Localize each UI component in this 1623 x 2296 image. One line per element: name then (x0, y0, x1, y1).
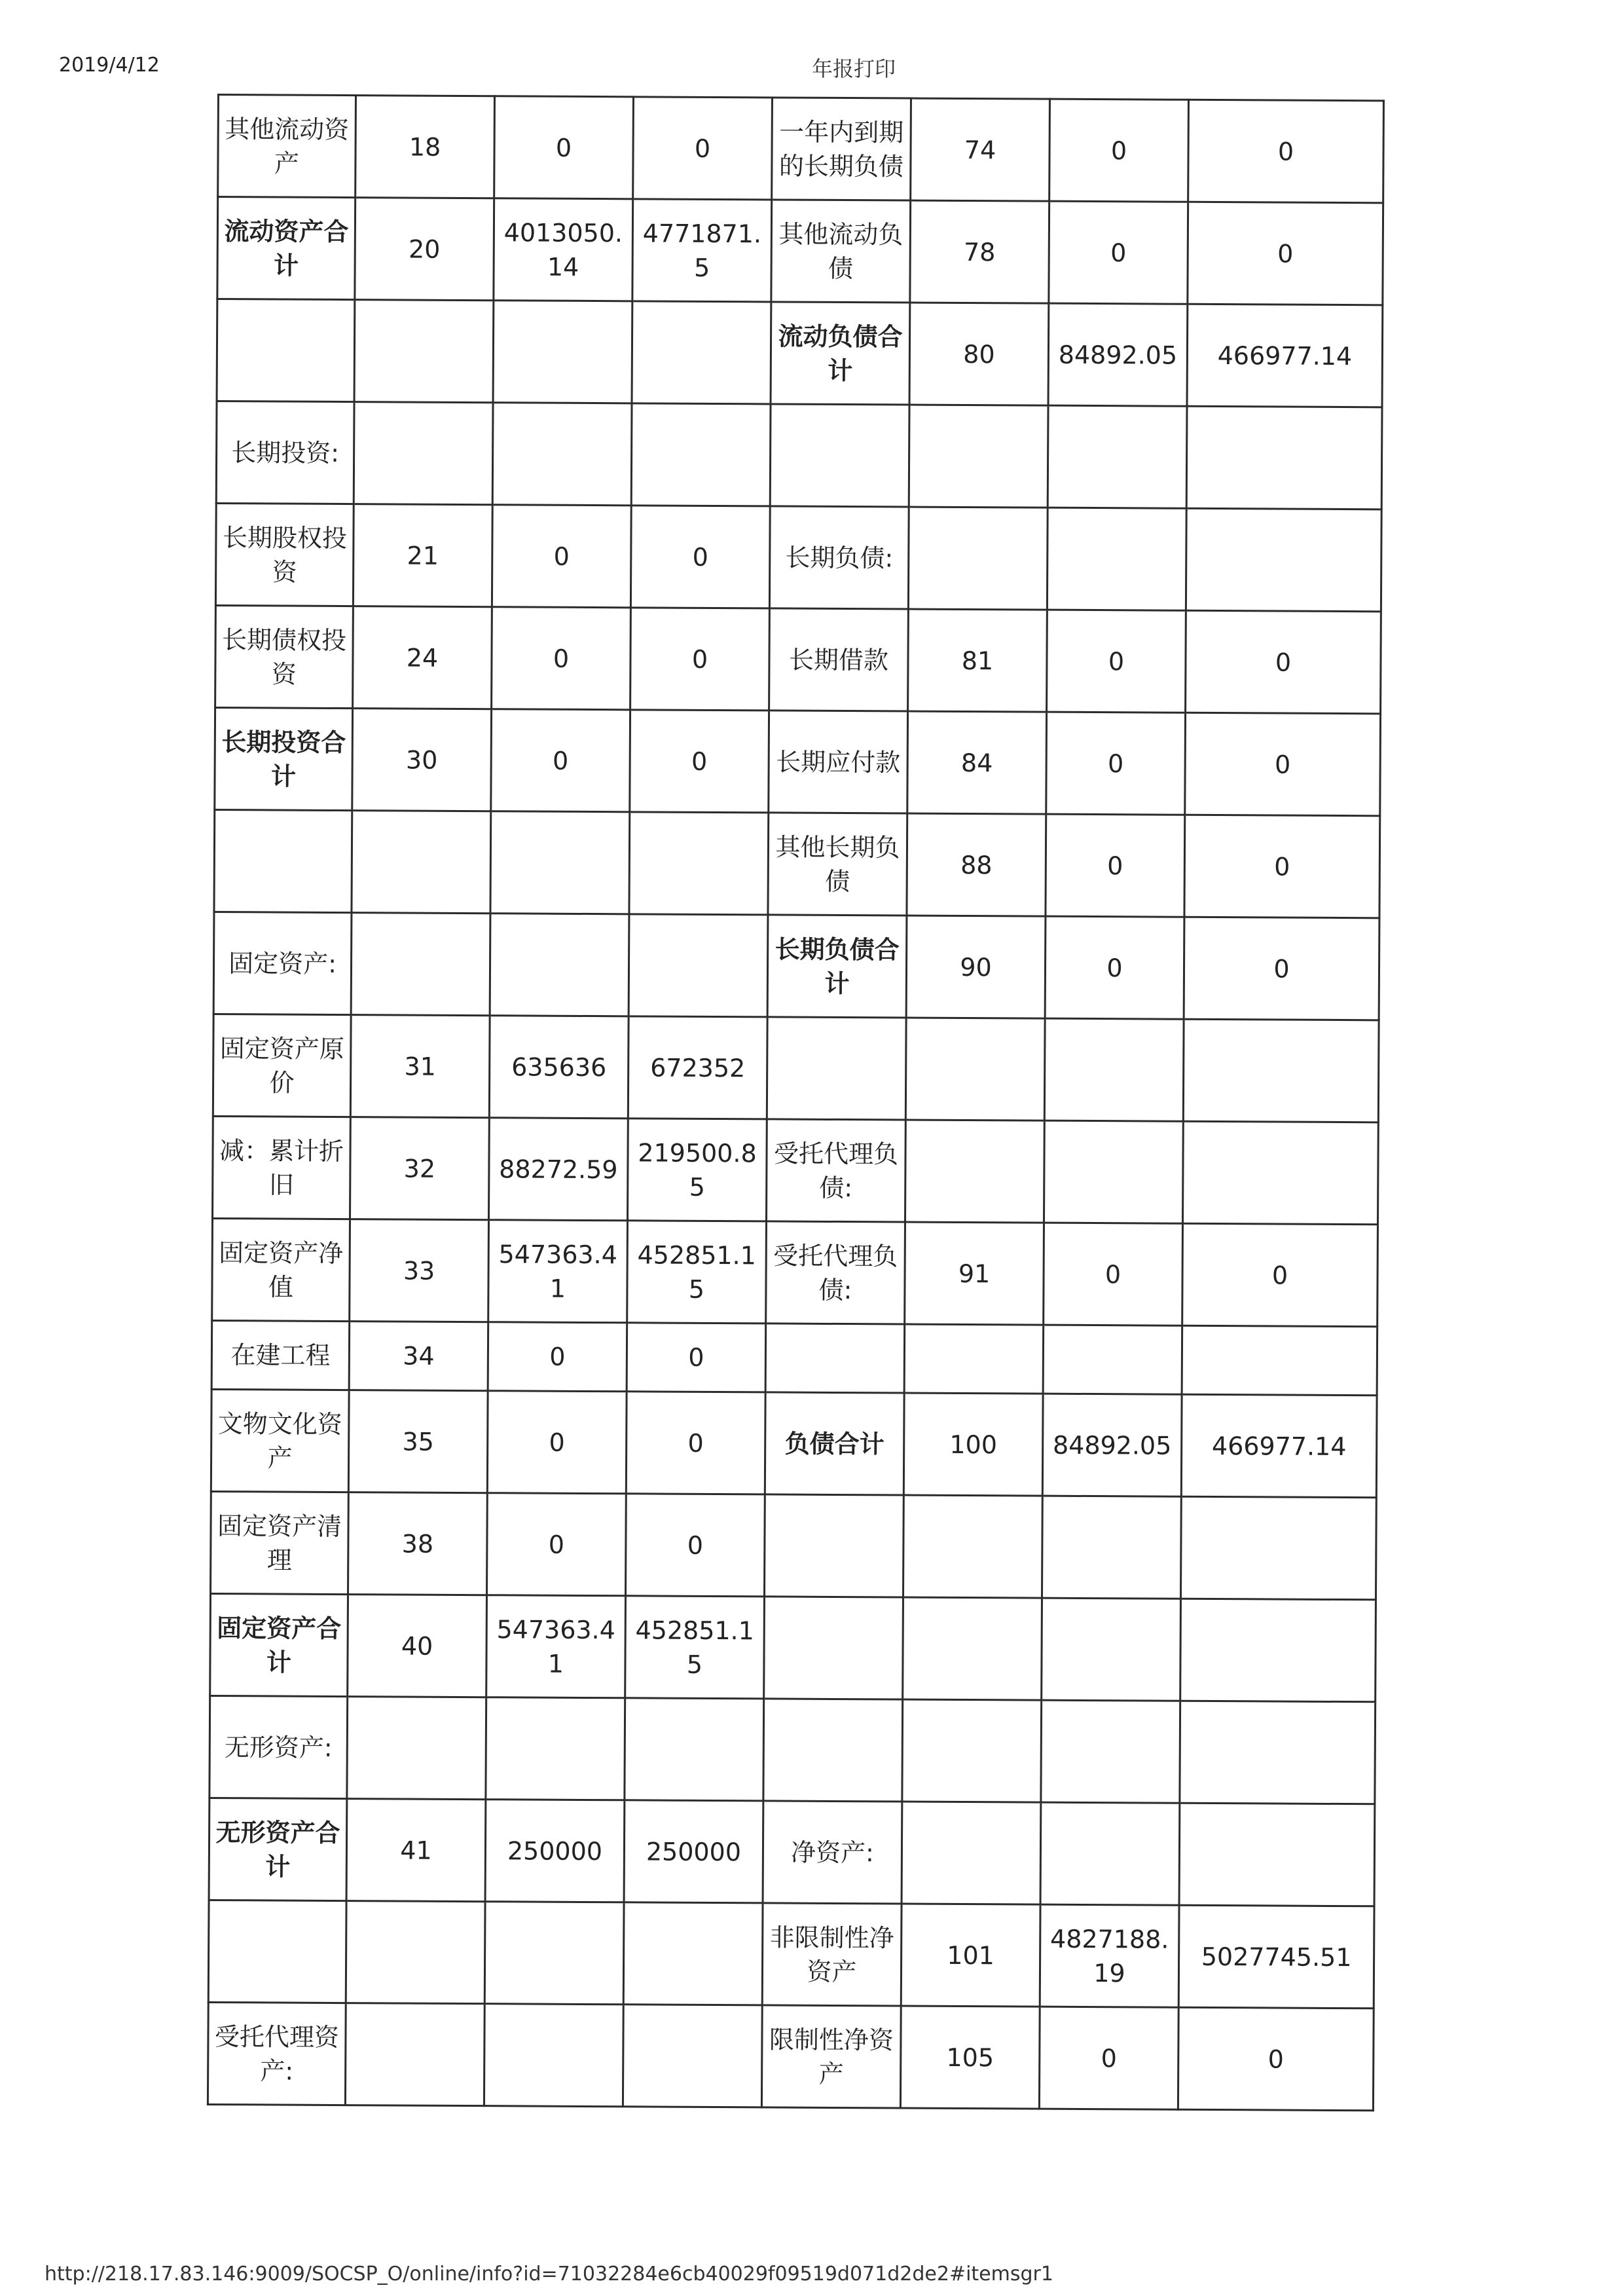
asset-begin-value (484, 1902, 624, 2005)
asset-begin-value: 250000 (485, 1800, 625, 1902)
liability-begin-value (1048, 405, 1187, 508)
liability-end-value: 0 (1182, 1223, 1378, 1327)
liability-end-value (1180, 1496, 1376, 1600)
asset-line-no (354, 402, 493, 505)
asset-line-no: 38 (348, 1492, 488, 1595)
liability-item: 一年内到期的长期负债 (772, 98, 911, 200)
liability-begin-value: 0 (1047, 610, 1186, 713)
table-row (215, 605, 1381, 713)
table-row (211, 1389, 1377, 1497)
liability-item: 受托代理负债: (766, 1119, 905, 1222)
liability-begin-value (1042, 1598, 1181, 1701)
table-row (215, 707, 1381, 815)
liability-begin-value: 4827188.19 (1040, 1904, 1179, 2007)
liability-item (767, 1017, 906, 1120)
liability-line-no (904, 1324, 1044, 1394)
asset-line-no (345, 2003, 484, 2106)
asset-begin-value: 635636 (489, 1016, 629, 1119)
asset-end-value: 452851.15 (625, 1596, 765, 1699)
asset-begin-value: 0 (492, 607, 631, 710)
liability-end-value: 0 (1188, 100, 1384, 203)
asset-item: 固定资产合计 (210, 1593, 348, 1696)
asset-end-value: 0 (630, 506, 770, 608)
asset-item: 受托代理资产: (208, 2002, 346, 2105)
asset-item (217, 299, 355, 402)
liability-line-no: 101 (901, 1904, 1040, 2007)
table-row (210, 1593, 1376, 1701)
asset-end-value (623, 1902, 763, 2005)
liability-end-value (1183, 1019, 1379, 1122)
asset-end-value: 219500.85 (627, 1119, 767, 1221)
asset-end-value: 0 (627, 1323, 766, 1392)
asset-begin-value: 0 (487, 1493, 627, 1596)
asset-end-value: 672352 (628, 1016, 767, 1119)
liability-item: 限制性净资产 (761, 2005, 901, 2108)
table-row (212, 1218, 1378, 1326)
liability-item: 净资产: (763, 1801, 902, 1904)
liability-begin-value (1044, 1120, 1183, 1223)
asset-item: 流动资产合计 (217, 197, 356, 300)
liability-line-no: 100 (903, 1393, 1043, 1496)
liability-item: 其他流动负债 (771, 200, 911, 303)
asset-end-value: 250000 (624, 1800, 763, 1903)
asset-end-value: 4771871.5 (632, 199, 772, 302)
liability-line-no (902, 1699, 1042, 1802)
asset-item: 减：累计折旧 (213, 1116, 351, 1219)
asset-item: 长期投资合计 (215, 707, 353, 810)
liability-line-no (903, 1597, 1042, 1700)
asset-line-no: 33 (350, 1219, 489, 1322)
asset-item: 长期投资: (216, 401, 354, 504)
table-row (208, 1900, 1374, 2008)
liability-begin-value (1040, 1802, 1180, 1905)
asset-item: 长期债权投资 (215, 605, 354, 708)
liability-begin-value: 0 (1039, 2007, 1178, 2109)
table-row (215, 503, 1381, 611)
asset-begin-value (490, 914, 629, 1016)
liability-line-no: 88 (907, 813, 1046, 916)
liability-line-no (902, 1802, 1041, 1904)
liability-end-value: 0 (1185, 713, 1381, 816)
liability-begin-value: 0 (1045, 916, 1184, 1019)
asset-item: 在建工程 (211, 1320, 350, 1390)
asset-line-no: 24 (353, 606, 492, 709)
asset-begin-value (493, 301, 632, 403)
liability-end-value (1180, 1599, 1376, 1702)
asset-line-no (347, 1697, 486, 1800)
liability-begin-value: 0 (1049, 99, 1189, 202)
liability-begin-value: 0 (1046, 814, 1185, 917)
asset-end-value: 0 (625, 1494, 765, 1597)
asset-item: 无形资产合计 (209, 1798, 347, 1900)
table-row (218, 95, 1384, 203)
liability-end-value: 466977.14 (1181, 1394, 1377, 1498)
table-row (208, 2002, 1374, 2110)
table-row (213, 1014, 1379, 1122)
asset-item: 长期股权投资 (215, 503, 354, 606)
liability-item: 负债合计 (765, 1392, 904, 1495)
print-date: 2019/4/12 (59, 54, 160, 77)
asset-begin-value: 0 (494, 96, 634, 199)
asset-line-no (354, 300, 494, 403)
asset-begin-value: 547363.41 (488, 1220, 628, 1323)
liability-begin-value: 84892.05 (1048, 303, 1188, 406)
asset-line-no: 41 (346, 1799, 486, 1902)
liability-begin-value: 0 (1044, 1223, 1183, 1325)
liability-line-no (908, 507, 1048, 610)
liability-end-value: 5027745.51 (1178, 1905, 1374, 2009)
asset-begin-value: 4013050.14 (494, 198, 633, 301)
asset-begin-value (490, 811, 630, 914)
asset-end-value (623, 2005, 762, 2107)
asset-line-no (351, 913, 490, 1016)
table-row (209, 1798, 1375, 1906)
table-row (216, 401, 1382, 509)
liability-line-no (905, 1120, 1044, 1223)
liability-item: 长期应付款 (769, 711, 908, 813)
asset-begin-value (484, 2004, 623, 2107)
asset-begin-value (486, 1697, 625, 1800)
asset-line-no: 32 (350, 1117, 490, 1220)
asset-line-no: 35 (348, 1390, 488, 1493)
asset-begin-value: 0 (488, 1322, 627, 1392)
asset-end-value: 452851.15 (627, 1221, 767, 1324)
liability-line-no: 84 (907, 711, 1047, 814)
asset-line-no: 21 (353, 504, 492, 607)
liability-item (764, 1494, 903, 1597)
liability-item: 流动负债合计 (771, 302, 910, 405)
liability-item: 长期借款 (769, 608, 909, 711)
table-row (211, 1320, 1377, 1395)
page-url: http://218.17.83.146:9009/SOCSP_O/online/info?id=71032284e6cb40029f09519d071d2de2#itemsgr1 (45, 2263, 1053, 2286)
table-row (213, 1116, 1379, 1224)
liability-line-no: 90 (906, 916, 1046, 1018)
liability-begin-value (1043, 1325, 1182, 1394)
asset-begin-value: 88272.59 (489, 1118, 629, 1221)
asset-line-no: 20 (355, 198, 494, 301)
liability-line-no (905, 1018, 1045, 1120)
liability-begin-value (1047, 508, 1186, 610)
asset-item: 固定资产原价 (213, 1014, 351, 1117)
liability-end-value (1186, 406, 1382, 509)
balance-sheet-table (207, 94, 1385, 2111)
liability-end-value (1182, 1325, 1377, 1396)
liability-begin-value (1042, 1496, 1181, 1599)
liability-end-value: 0 (1184, 917, 1379, 1020)
liability-line-no: 78 (910, 200, 1049, 303)
asset-end-value: 0 (633, 97, 773, 200)
liability-begin-value (1041, 1700, 1180, 1803)
liability-end-value: 0 (1186, 610, 1381, 714)
asset-end-value: 0 (626, 1392, 765, 1494)
liability-item: 其他长期负债 (768, 813, 907, 916)
asset-begin-value: 547363.41 (486, 1595, 626, 1698)
table-row (214, 809, 1380, 917)
liability-end-value (1180, 1701, 1376, 1804)
asset-item: 固定资产净值 (212, 1218, 350, 1321)
liability-end-value (1182, 1121, 1378, 1225)
asset-end-value: 0 (630, 710, 769, 813)
asset-item: 其他流动资产 (218, 95, 356, 198)
liability-line-no (909, 405, 1048, 508)
asset-begin-value: 0 (492, 505, 631, 608)
liability-item: 长期负债: (769, 506, 909, 609)
asset-end-value (632, 301, 771, 404)
asset-item: 固定资产清理 (211, 1491, 349, 1594)
liability-begin-value: 84892.05 (1042, 1394, 1182, 1496)
liability-item: 受托代理负债: (766, 1221, 905, 1324)
asset-end-value: 0 (630, 608, 770, 711)
liability-item (764, 1597, 903, 1699)
liability-line-no: 91 (905, 1222, 1044, 1325)
asset-end-value (629, 914, 768, 1017)
liability-line-no: 74 (911, 98, 1050, 201)
asset-begin-value: 0 (491, 709, 630, 812)
table-row (210, 1695, 1376, 1804)
asset-end-value (629, 812, 769, 915)
asset-line-no (352, 811, 491, 914)
liability-begin-value (1044, 1018, 1184, 1121)
table-row (213, 912, 1379, 1020)
asset-item: 文物文化资产 (211, 1389, 349, 1492)
liability-end-value: 0 (1188, 202, 1383, 305)
liability-item (765, 1324, 905, 1393)
liability-end-value: 0 (1178, 2007, 1374, 2111)
liability-begin-value: 0 (1046, 712, 1186, 815)
asset-item: 无形资产: (210, 1695, 348, 1798)
asset-item (214, 809, 352, 912)
liability-end-value (1179, 1803, 1375, 1906)
liability-item: 长期负债合计 (767, 915, 907, 1018)
liability-line-no: 81 (908, 609, 1048, 712)
liability-item (770, 404, 909, 507)
asset-end-value (625, 1698, 764, 1801)
asset-begin-value: 0 (487, 1391, 627, 1494)
asset-line-no (346, 1901, 485, 2004)
page-title: 年报打印 (812, 56, 896, 81)
balance-sheet-body (208, 95, 1383, 2111)
liability-end-value: 0 (1184, 815, 1380, 918)
asset-line-no: 18 (356, 96, 495, 198)
table-row (211, 1491, 1377, 1599)
table-row (217, 299, 1383, 407)
liability-item: 非限制性净资产 (762, 1903, 902, 2006)
liability-line-no: 105 (900, 2006, 1040, 2109)
liability-line-no (903, 1495, 1042, 1598)
liability-begin-value: 0 (1049, 201, 1188, 304)
asset-item (208, 1900, 346, 2003)
liability-line-no: 80 (909, 303, 1049, 405)
asset-end-value (631, 403, 771, 506)
liability-end-value (1186, 508, 1381, 612)
asset-line-no: 40 (348, 1595, 487, 1697)
asset-line-no: 30 (352, 709, 492, 811)
asset-line-no: 34 (349, 1322, 488, 1391)
asset-item: 固定资产: (213, 912, 352, 1014)
liability-item (763, 1699, 903, 1802)
asset-line-no: 31 (350, 1015, 490, 1118)
asset-begin-value (492, 403, 632, 506)
table-row (217, 197, 1383, 305)
liability-end-value: 466977.14 (1187, 304, 1383, 407)
